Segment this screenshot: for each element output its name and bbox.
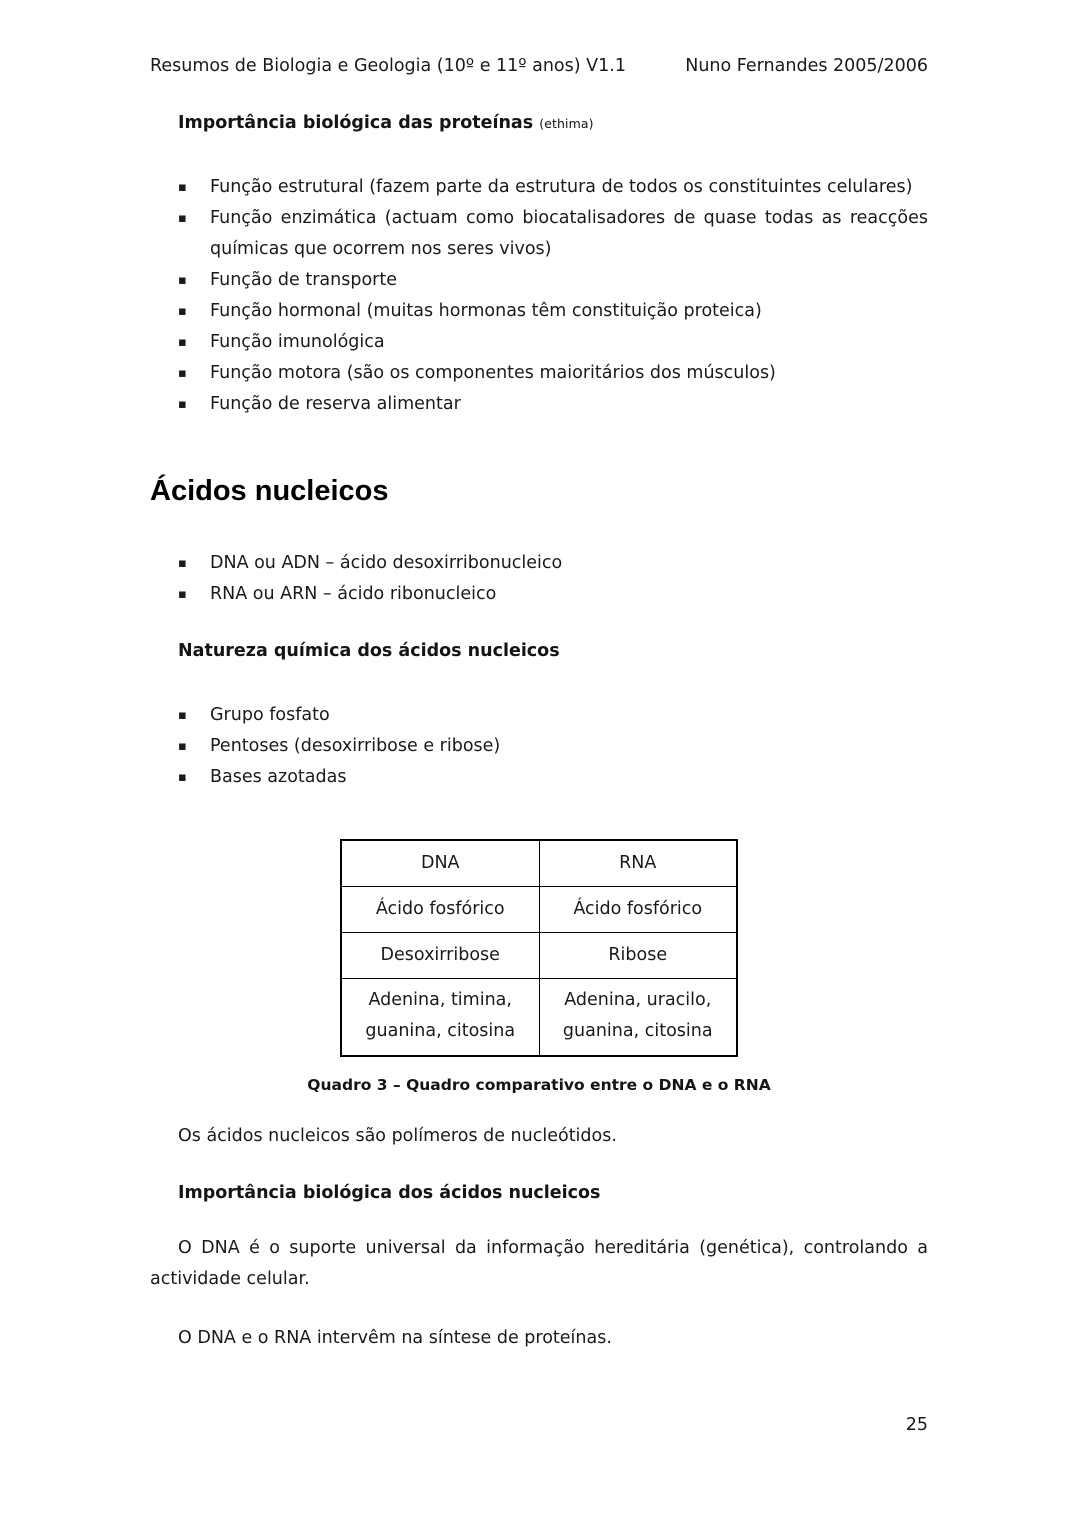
spacer (150, 664, 928, 700)
table-cell-line: Adenina, uracilo, (564, 990, 712, 1011)
spacer (150, 420, 928, 474)
header-title-left: Resumos de Biologia e Geologia (10º e 11º anos) V1.1 (150, 56, 626, 76)
list-item-label: Grupo fosfato (210, 705, 330, 726)
document-content (150, 112, 928, 1354)
spacer (150, 136, 928, 172)
spacer (150, 793, 928, 839)
list-item-label: Função hormonal (muitas hormonas têm constituição proteica) (210, 300, 762, 321)
bullet-square-icon: ▪ (178, 587, 187, 603)
list-item-label: Função enzimática (actuam como biocatalisadores de quase todas as reacções químicas que ocorrem nos seres vivos) (210, 207, 928, 259)
bullet-square-icon: ▪ (178, 365, 187, 381)
bullet-square-icon: ▪ (178, 708, 187, 724)
list-item-label: RNA ou ARN – ácido ribonucleico (210, 584, 497, 605)
table-cell-line: Adenina, timina, (368, 990, 512, 1011)
list-item-label: Função motora (são os componentes maioritários dos músculos) (210, 362, 776, 383)
list-item (150, 731, 928, 762)
bullet-square-icon: ▪ (178, 210, 187, 226)
bullet-square-icon: ▪ (178, 303, 187, 319)
list-item (150, 203, 928, 265)
list-item-label: Bases azotadas (210, 767, 347, 788)
table-row (341, 840, 737, 887)
table-cell: Ribose (539, 933, 737, 979)
spacer (150, 1295, 928, 1323)
list-item-label: Função de reserva alimentar (210, 393, 461, 414)
page-number: 25 (905, 1415, 928, 1435)
table-cell: Ácido fosfórico (341, 887, 539, 933)
spacer (150, 1205, 928, 1233)
table-row (341, 887, 737, 933)
chemical-nature-heading: Natureza química dos ácidos nucleicos (178, 641, 560, 662)
bullet-square-icon: ▪ (178, 770, 187, 786)
list-item (150, 358, 928, 389)
table-header-rna: RNA (539, 840, 737, 887)
table-row (341, 933, 737, 979)
spacer (150, 610, 928, 640)
list-item (150, 296, 928, 327)
table-cell: Ácido fosfórico (539, 887, 737, 933)
list-item (150, 265, 928, 296)
proteins-importance-heading (150, 112, 928, 136)
table-cell-line: guanina, citosina (365, 1021, 516, 1042)
bullet-square-icon: ▪ (178, 334, 187, 350)
table-row (341, 979, 737, 1057)
header-author-right: Nuno Fernandes 2005/2006 (685, 56, 928, 76)
list-item (150, 172, 928, 203)
page-title: Ácidos nucleicos (150, 474, 389, 507)
bullet-square-icon: ▪ (178, 179, 187, 195)
list-item (150, 579, 928, 610)
table-cell: Desoxirribose (341, 933, 539, 979)
list-item-label: Função estrutural (fazem parte da estrutura de todos os constituintes celulares) (210, 176, 913, 197)
nucleic-acid-definitions-list (150, 548, 928, 610)
list-item (150, 389, 928, 420)
chemical-nature-list (150, 700, 928, 793)
proteins-importance-heading-note: (ethima) (539, 116, 594, 131)
list-item-label: Função imunológica (210, 331, 385, 352)
proteins-importance-heading-text: Importância biológica das proteínas (178, 113, 534, 133)
spacer (150, 1057, 928, 1075)
protein-synthesis-paragraph: O DNA e o RNA intervêm na síntese de proteínas. (178, 1328, 612, 1349)
spacer (150, 1097, 928, 1121)
list-item (150, 327, 928, 358)
bullet-square-icon: ▪ (178, 272, 187, 288)
bullet-square-icon: ▪ (178, 396, 187, 412)
dna-rna-comparison-table (340, 839, 738, 1057)
polymer-note-paragraph: Os ácidos nucleicos são polímeros de nucleótidos. (178, 1125, 617, 1146)
list-item (150, 762, 928, 793)
table-caption: Quadro 3 – Quadro comparativo entre o DNA e o RNA (307, 1076, 771, 1095)
spacer (150, 508, 928, 548)
table-cell-line: guanina, citosina (562, 1021, 713, 1042)
proteins-functions-list (150, 172, 928, 420)
bullet-square-icon: ▪ (178, 739, 187, 755)
list-item (150, 548, 928, 579)
dna-rna-table-container (150, 839, 928, 1057)
table-header-dna: DNA (341, 840, 539, 887)
dna-support-paragraph: O DNA é o suporte universal da informação hereditária (genética), controlando a actividade celular. (150, 1238, 928, 1290)
list-item-label: Pentoses (desoxirribose e ribose) (210, 736, 501, 757)
list-item-label: DNA ou ADN – ácido desoxirribonucleico (210, 553, 563, 574)
table-cell (341, 979, 539, 1057)
nucleic-acid-importance-heading: Importância biológica dos ácidos nucleicos (178, 1182, 601, 1203)
table-cell (539, 979, 737, 1057)
list-item (150, 700, 928, 731)
list-item-label: Função de transporte (210, 269, 397, 290)
spacer (150, 1152, 928, 1182)
bullet-square-icon: ▪ (178, 556, 187, 572)
running-header (150, 56, 928, 77)
